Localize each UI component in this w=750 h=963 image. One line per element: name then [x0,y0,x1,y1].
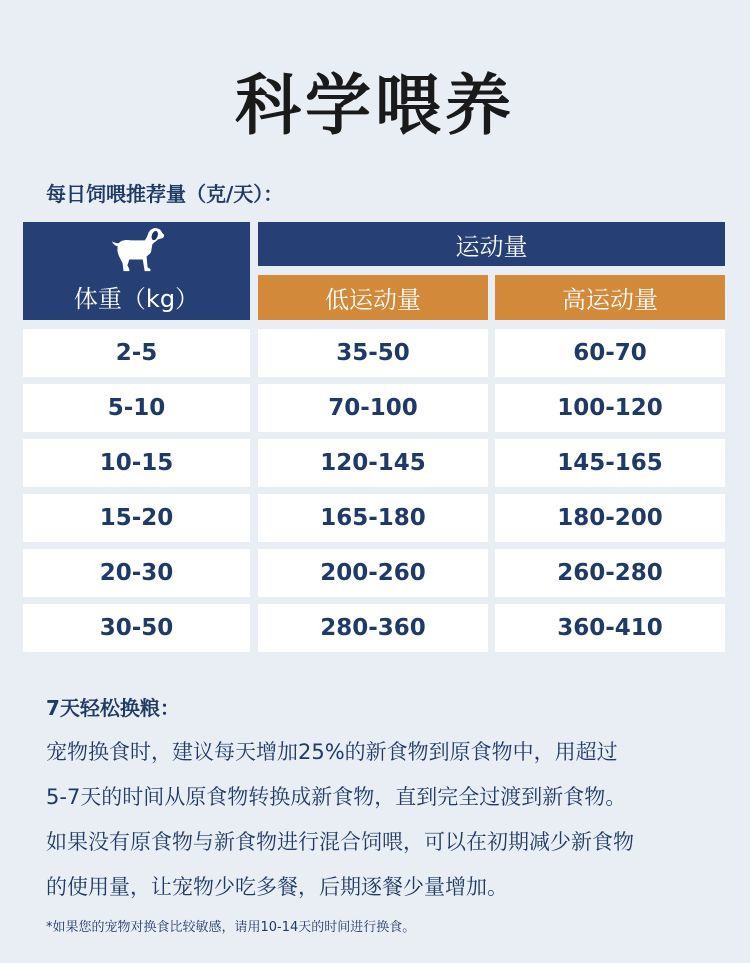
paragraph-line: 宠物换食时，建议每天增加25%的新食物到原食物中，用超过 [46,740,618,764]
table-row [23,384,725,432]
table-row [23,439,725,487]
weight-cell: 5-10 [23,384,250,432]
transition-paragraph [46,730,716,910]
table-row [23,604,725,652]
weight-cell: 15-20 [23,494,250,542]
high-activity-cell: 360-410 [495,604,725,652]
weight-cell: 20-30 [23,549,250,597]
weight-cell: 10-15 [23,439,250,487]
high-activity-header: 高运动量 [495,275,725,320]
paragraph-line: 的使用量，让宠物少吃多餐，后期逐餐少量增加。 [46,875,508,899]
low-activity-cell: 280-360 [258,604,488,652]
activity-header: 运动量 [258,222,725,266]
weight-cell: 30-50 [23,604,250,652]
page-title: 科学喂养 [235,67,515,144]
low-activity-cell: 35-50 [258,329,488,377]
table-row [23,329,725,377]
low-activity-cell: 120-145 [258,439,488,487]
low-activity-cell: 70-100 [258,384,488,432]
low-activity-header: 低运动量 [258,275,488,320]
high-activity-cell: 260-280 [495,549,725,597]
transition-title: 7天轻松换粮： [46,696,180,720]
high-activity-cell: 100-120 [495,384,725,432]
low-activity-cell: 200-260 [258,549,488,597]
paragraph-line: 5-7天的时间从原食物转换成新食物，直到完全过渡到新食物。 [46,785,627,809]
paragraph-line: 如果没有原食物与新食物进行混合饲喂，可以在初期减少新食物 [46,830,634,854]
weight-cell: 2-5 [23,329,250,377]
high-activity-cell: 60-70 [495,329,725,377]
footnote: *如果您的宠物对换食比较敏感，请用10-14天的时间进行换食。 [46,920,416,935]
dog-icon [108,225,166,273]
high-activity-cell: 145-165 [495,439,725,487]
low-activity-cell: 165-180 [258,494,488,542]
high-activity-cell: 180-200 [495,494,725,542]
table-row [23,494,725,542]
weight-header [23,222,250,320]
table-row [23,549,725,597]
feeding-subtitle: 每日饲喂推荐量（克/天）： [46,182,284,206]
weight-header-label: 体重（kg） [73,284,200,313]
